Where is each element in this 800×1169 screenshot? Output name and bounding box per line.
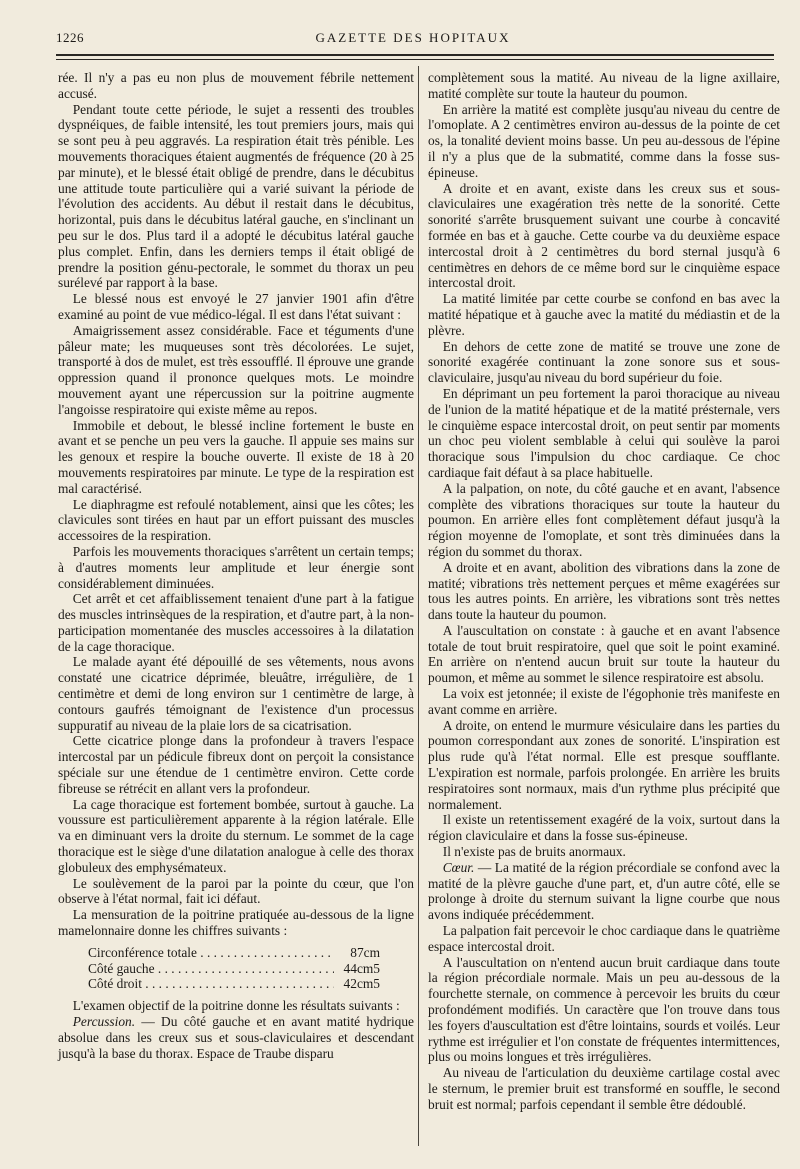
- right-column: [428, 70, 780, 1113]
- paragraph: Le diaphragme est refoulé notablement, ainsi que les côtes; les clavicules sont tirées en haut par un effort puissant des muscles accessoires de la respiration.: [58, 496, 414, 544]
- paragraph: complètement sous la matité. Au niveau de la ligne axillaire, matité complète sur toute la hauteur du poumon.: [428, 70, 780, 101]
- paragraph-text: — Du côté gauche et en avant matité hydrique absolue dans les creux sus et sous-claviculaires et descendant jusqu'à la base du thorax. Espace de Traube disparu: [58, 1014, 414, 1061]
- paragraph: En dehors de cette zone de matité se trouve une zone de sonorité exagérée continuant la zone sonore sus et sous-claviculaire, jusqu'au niveau du bord supérieur du foie.: [428, 338, 780, 386]
- left-column: [58, 70, 414, 1061]
- paragraph: En arrière la matité est complète jusqu'au niveau du centre de l'omoplate. A 2 centimètres environ au-dessus de la pointe de cet os, la tonalité devient moins basse. Un peu au-dessous de l'épine il n'y a plus que de la submatité, comme dans la fosse sus-épineuse.: [428, 101, 780, 180]
- measurement-value: 44cm5: [343, 960, 380, 976]
- paragraph: A l'auscultation on constate : à gauche et en avant l'absence totale de tout bruit respiratoire, quel que soit le point examiné. En arrière on n'entend aucun bruit sur toute la hauteur du poumon, et même au sommet le silence respiratoire est absolu.: [428, 622, 780, 686]
- paragraph: A droite et en avant, existe dans les creux sus et sous-claviculaires une exagération très nette de la sonorité. Cette sonorité s'arrête brusquement suivant une courbe à concavité formée en bas et à gauche. Cette courbe va du deuxième espace intercostal droit à 2 centimètres du bord sternal jusqu'à 6 centimètres en dehors de ce même bord sur le cinquième espace intercostal droit.: [428, 180, 780, 291]
- paragraph: La voix est jetonnée; il existe de l'égophonie très manifeste en avant comme en arrière.: [428, 686, 780, 717]
- measurement-label: Côté gauche . . .: [88, 961, 334, 977]
- paragraph: Amaigrissement assez considérable. Face et téguments d'une pâleur mate; les muqueuses sont très décolorées. Le sujet, transporté à dos de mulet, est très essoufflé. Il éprouve une grande oppression quand il prononce quelques mots. Le moindre mouvement ayant une répercussion sur la poitrine augmente l'angoisse respiratoire qui existe même au repos.: [58, 322, 414, 417]
- paragraph: Cette cicatrice plonge dans la profondeur à travers l'espace intercostal par un pédicule fibreux dont on perçoit la consistance spéciale sur une étendue de 1 centimètre environ. Cette corde fibreuse se rétrécit en allant vers la profondeur.: [58, 733, 414, 796]
- paragraph: En déprimant un peu fortement la paroi thoracique au niveau de l'union de la matité hépatique et de la matité présternale, vers le cinquième espace intercostal droit, on peut sentir par moments un choc peu violent semblable à celui qui soulève la paroi thoracique sous l'impulsion du choc cardiaque. Ce choc cardiaque fait défaut à sa place habituelle.: [428, 385, 780, 480]
- measurement-label: Côté droit . . .: [88, 976, 334, 992]
- paragraph: Immobile et debout, le blessé incline fortement le buste en avant et se penche un peu vers la gauche. Il appuie ses mains sur les genoux et respire la bouche ouverte. Il existe de 18 à 20 mouvements respiratoires par minute. Le type de la respiration est mal caractérisé.: [58, 417, 414, 496]
- measurement-label: Circonférence totale . . .: [88, 945, 334, 961]
- paragraph: A la palpation, on note, du côté gauche et en avant, l'absence complète des vibrations thoraciques sur toute la hauteur du poumon. En arrière elles font complètement défaut jusqu'à la région moyenne de l'omoplate, et sont très diminuées dans la région du sommet du thorax.: [428, 480, 780, 559]
- header-rule-thin: [56, 59, 774, 60]
- header-rule-thick: [56, 54, 774, 56]
- column-divider: [418, 66, 419, 1146]
- measurement-row: [58, 945, 414, 961]
- measurement-row: [58, 961, 414, 977]
- paragraph: La matité limitée par cette courbe se confond en bas avec la matité hépatique et à gauche avec la matité du médiastin et de la plèvre.: [428, 291, 780, 338]
- paragraph: Le blessé nous est envoyé le 27 janvier 1901 afin d'être examiné au point de vue médico-légal. Il est dans l'état suivant :: [58, 291, 414, 322]
- paragraph: [428, 860, 780, 923]
- paragraph: Au niveau de l'articulation du deuxième cartilage costal avec le sternum, le premier bruit est transformé en souffle, le second bruit est normal; parfois cependant il semble être dédoublé.: [428, 1065, 780, 1112]
- measurement-value: 42cm5: [343, 976, 380, 992]
- page-number: 1226: [56, 30, 84, 45]
- paragraph: Le malade ayant été dépouillé de ses vêtements, nous avons constaté une cicatrice déprimée, bleuâtre, irrégulière, de 1 centimètre et demi de long environ sur 1 centimètre de large, à contours gaufrés témoignant de l'existence d'un processus suppuratif au niveau de la plaie lors de sa cicatrisation.: [58, 654, 414, 733]
- paragraph: A droite, on entend le murmure vésiculaire dans les parties du poumon correspondant aux zones de sonorité. L'inspiration est plus rude qu'à l'état normal. Elle est presque soufflante. L'expiration est normale, parfois prolongée. En arrière les bruits respiratoires sont normaux, mais d'un rythme plus précipité que normalement.: [428, 717, 780, 812]
- page-header: [56, 30, 770, 52]
- section-lead: Cœur.: [442, 859, 475, 875]
- section-lead: Percussion.: [72, 1014, 136, 1030]
- paragraph: Parfois les mouvements thoraciques s'arrêtent un certain temps; à d'autres moments leur amplitude et leur énergie sont considérablement diminuées.: [58, 543, 414, 591]
- paragraph: Il n'existe pas de bruits anormaux.: [442, 844, 626, 860]
- paragraph: A l'auscultation on n'entend aucun bruit cardiaque dans toute la région précordiale normale. Mais un peu au-dessous de la fourchette sternale, on commence à percevoir les bruits du cœur profondément modifiés. Un caractère que l'on trouve dans tous les foyers d'auscultation est d'être lointains, sourds et voilés. Leur rythme est irrégulier et l'on constate de fréquentes intermittences, plus ou moins longues et très irrégulières.: [428, 954, 780, 1065]
- journal-title: GAZETTE DES HOPITAUX: [315, 30, 511, 45]
- paragraph: Il existe un retentissement exagéré de la voix, surtout dans la région claviculaire et dans la fosse sus-épineuse.: [428, 812, 780, 844]
- paragraph: Cet arrêt et cet affaiblissement tenaient d'une part à la fatigue des muscles intrinsèques de la respiration, et d'autre part, à la non-participation momentanée des muscles accessoires à la dilatation de la cage thoracique.: [58, 591, 414, 654]
- paragraph: [58, 1014, 414, 1061]
- paragraph: La palpation fait percevoir le choc cardiaque dans le quatrième espace intercostal droit.: [428, 923, 780, 954]
- paragraph: La cage thoracique est fortement bombée, surtout à gauche. La voussure est particulièrement apparente à la région latérale. Elle va en diminuant vers la droite du sternum. Le sommet de la cage thoracique est le siège d'une dilatation analogue à celle des thorax globuleux des emphysémateux.: [58, 796, 414, 875]
- paragraph: rée. Il n'y a pas eu non plus de mouvement fébrile nettement accusé.: [58, 70, 414, 101]
- paragraph: Le soulèvement de la paroi par la pointe du cœur, que l'on observe à l'état normal, fait ici défaut.: [58, 875, 414, 907]
- paragraph: Pendant toute cette période, le sujet a ressenti des troubles dyspnéiques, de faible intensité, les tout premiers jours, mais qui se sont peu à peu aggravés. La respiration était très pénible. Les mouvements thoraciques étaient augmentés de fréquence (20 à 25 par minute), et le blessé était obligé de prendre, dans le décubitus une attitude toute particulière qui a varié suivant la période de l'évolution des accidents. Au début il restait dans le décubitus, horizontal, puis dans le décubitus latéral gauche, en s'inclinant un peu sur le dos. Plus tard il a adopté le décubitus latéral gauche plus complet. Enfin, dans les derniers temps il était obligé de prendre la position génu-pectorale, le sommet du thorax un peu surélevé par rapport à la base.: [58, 101, 414, 291]
- measurement-table: [58, 945, 414, 992]
- paragraph: A droite et en avant, abolition des vibrations dans la zone de matité; vibrations très nettement perçues et même exagérées sur tous les autres points. En arrière, les vibrations sont très nettes dans toute la hauteur du poumon.: [428, 559, 780, 623]
- paragraph: La mensuration de la poitrine pratiquée au-dessous de la ligne mamelonnaire donne les chiffres suivants :: [58, 907, 414, 939]
- paragraph: L'examen objectif de la poitrine donne les résultats suivants :: [72, 998, 400, 1014]
- paragraph-text: — La matité de la région précordiale se confond avec la matité de la plèvre gauche d'une part, et, d'un autre côté, elle se prolonge à droite du sternum suivant la ligne courbe que nous avons indiquée précédemment.: [428, 859, 780, 923]
- measurement-value: 87cm: [350, 944, 380, 960]
- measurement-row: [58, 976, 414, 992]
